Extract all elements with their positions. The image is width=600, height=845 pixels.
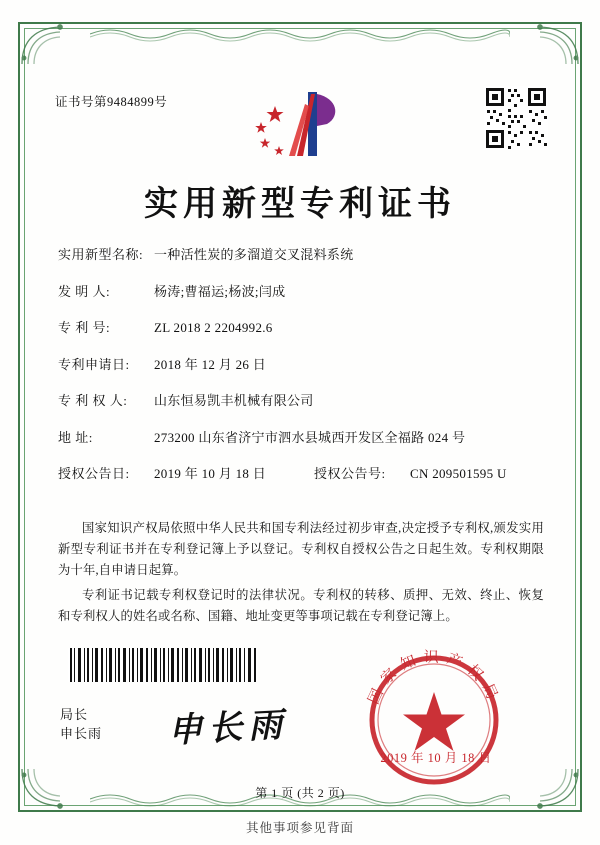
paragraph: 国家知识产权局依照中华人民共和国专利法经过初步审查,决定授予专利权,颁发实用新型专利证书并在专利登记簿上予以登记。专利权自授权公告之日起生效。专利权期限为十年,自申请日起算。 [58, 521, 544, 577]
top-edge-ornament [90, 26, 510, 42]
grant-row [58, 465, 544, 483]
grant-number-value: CN 209501595 U [410, 466, 507, 481]
field-row [58, 283, 544, 301]
field-label: 发 明 人: [58, 283, 111, 299]
field-label: 实用新型名称: [58, 247, 144, 262]
director-title [60, 705, 102, 743]
field-label: 专利申请日: [58, 356, 130, 372]
seal-date: 2019 年 10 月 18 日 [380, 751, 492, 765]
paragraph: 专利证书记载专利权登记时的法律状况。专利权的转移、质押、无效、终止、恢复和专利权人的姓名或名称、国籍、地址变更等事项记载在专利登记簿上。 [58, 588, 544, 623]
field-label: 专 利 权 人: [58, 393, 128, 408]
page-title: 实用新型专利证书 [144, 186, 456, 223]
grant-date-value: 2019 年 10 月 18 日 [154, 466, 267, 481]
field-value: 2018 年 12 月 26 日 [154, 356, 267, 372]
director-title-line2: 申长雨 [60, 726, 103, 741]
official-red-seal-icon [352, 638, 516, 802]
field-value: ZL 2018 2 2204992.6 [154, 320, 273, 335]
grant-date-label: 授权公告日: [58, 466, 130, 481]
qr-code-icon [484, 86, 548, 150]
handwritten-signature: 申长雨 [167, 706, 290, 751]
certificate-number: 证书号第9484899号 [55, 95, 168, 109]
corner-ornament-top-right [520, 24, 580, 66]
field-value: 一种活性炭的多溜道交叉混料系统 [154, 247, 354, 262]
field-row [58, 429, 544, 447]
field-value: 杨涛;曹福运;杨波;闫成 [154, 283, 286, 299]
page-number: 第 1 页 (共 2 页) [255, 786, 345, 800]
field-row [58, 246, 544, 264]
field-row [58, 319, 544, 337]
barcode-icon [68, 648, 258, 682]
director-title-line1: 局长 [60, 707, 89, 722]
svg-text:国家知识产权局: 国家知识产权局 [365, 649, 503, 709]
grant-number-label: 授权公告号: [314, 466, 386, 481]
field-label: 地 址: [58, 429, 93, 445]
patent-emblem-icon [245, 86, 355, 168]
field-label: 专 利 号: [58, 320, 111, 335]
legal-text [58, 518, 544, 631]
field-row [58, 392, 544, 410]
field-list [58, 246, 544, 502]
footnote: 其他事项参见背面 [245, 821, 354, 835]
corner-ornament-top-left [20, 24, 80, 66]
field-row [58, 356, 544, 374]
field-value: 273200 山东省济宁市泗水县城西开发区全福路 024 号 [154, 429, 466, 445]
field-value: 山东恒易凯丰机械有限公司 [154, 393, 314, 408]
